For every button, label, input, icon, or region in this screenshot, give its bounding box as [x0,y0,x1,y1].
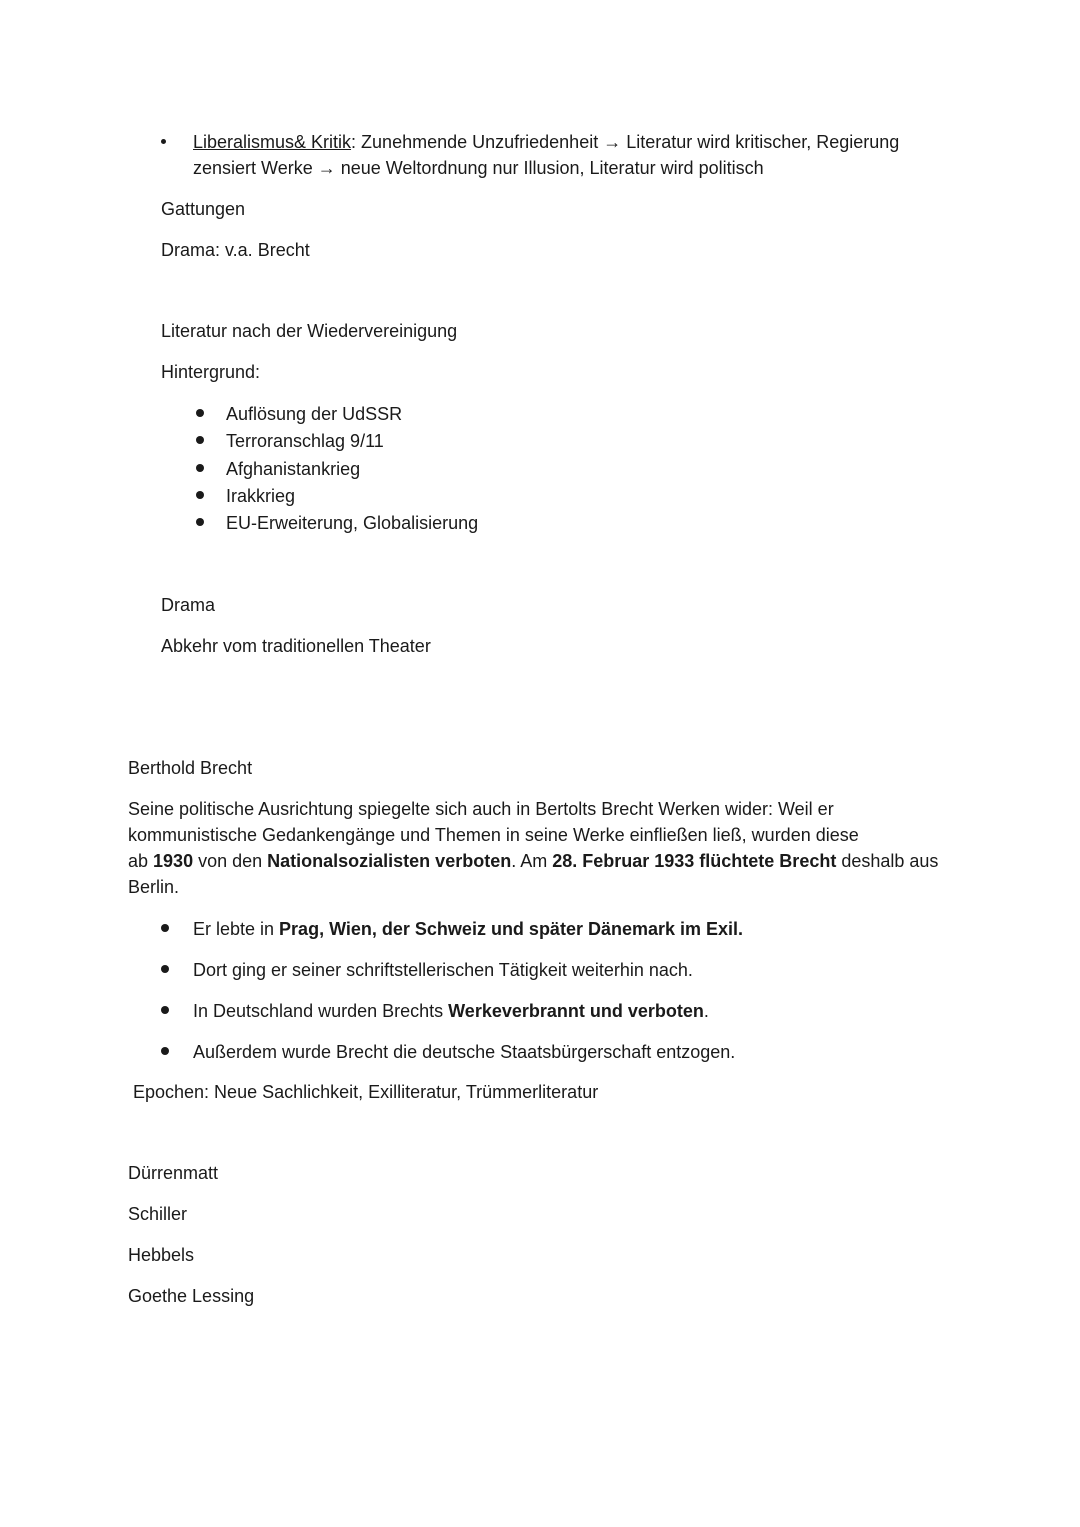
liberalism-term: Liberalismus& Kritik [193,132,352,152]
list-item: Außerdem wurde Brecht die deutsche Staatsbürgerschaft entzogen. [193,1042,736,1062]
brecht-paragraph-line: Seine politische Ausrichtung spiegelte sich auch in Bertolts Brecht Werken wider: Weil er [128,799,834,819]
list-item: Dort ging er seiner schriftstellerischen Tätigkeit weiterhin nach. [193,960,693,980]
hintergrund-label: Hintergrund: [161,362,261,382]
gattungen-heading: Gattungen [161,199,246,219]
text-run: In Deutschland wurden Brechts [193,1001,449,1021]
text-run-bold: Nationalsozialisten verboten [267,851,512,871]
brecht-paragraph-line: kommunistische Gedankengänge und Themen in seine Werke einfließen ließ, wurden diese [128,825,859,845]
text-run: . Am [511,851,553,871]
author-name: Schiller [128,1204,188,1224]
bullet-icon [196,464,204,472]
author-name: Goethe Lessing [128,1286,255,1306]
brecht-paragraph-line: Berlin. [128,877,180,897]
text-run: von den [193,851,268,871]
text-run-bold: Werkeverbrannt und verboten [448,1001,704,1021]
liberalism-text: : Zunehmende Unzufriedenheit → Literatur wird kritischer, Regierung [351,132,900,152]
bullet-icon [196,436,204,444]
bullet-icon [161,1047,169,1055]
text-run: Er lebte in [193,919,280,939]
bullet-icon [161,965,169,973]
author-name: Hebbels [128,1245,195,1265]
list-item: Auflösung der UdSSR [226,404,403,424]
gattungen-drama: Drama: v.a. Brecht [161,240,310,260]
wiedervereinigung-heading: Literatur nach der Wiedervereinigung [161,321,458,341]
list-item [193,916,743,942]
author-name: Dürrenmatt [128,1163,219,1183]
list-item: Afghanistankrieg [226,459,361,479]
list-item: Terroranschlag 9/11 [226,431,384,451]
epochen-line: Epochen: Neue Sachlichkeit, Exilliteratur, Trümmerliteratur [133,1082,599,1102]
drama-heading: Drama [161,595,216,615]
bullet-icon [196,518,204,526]
text-run: ab [128,851,154,871]
text-run-bold: 28. Februar 1933 flüchtete Brecht [552,851,837,871]
text-run-bold: Prag, Wien, der Schweiz und später Dänemark im Exil. [279,919,744,939]
bullet-icon [161,139,166,144]
list-item [193,998,709,1024]
drama-text: Abkehr vom traditionellen Theater [161,636,431,656]
brecht-paragraph-line [128,848,938,874]
bullet-icon [196,491,204,499]
bullet-icon [196,409,204,417]
bullet-icon [161,924,169,932]
liberalism-line-1 [193,129,899,155]
list-item: Irakkrieg [226,486,296,506]
bullet-icon [161,1006,169,1014]
liberalism-line-2: zensiert Werke → neue Weltordnung nur Illusion, Literatur wird politisch [193,158,764,178]
text-run: deshalb aus [836,851,939,871]
list-item: EU-Erweiterung, Globalisierung [226,513,479,533]
text-run: . [703,1001,709,1021]
brecht-heading: Berthold Brecht [128,758,253,778]
text-run-bold: 1930 [153,851,194,871]
